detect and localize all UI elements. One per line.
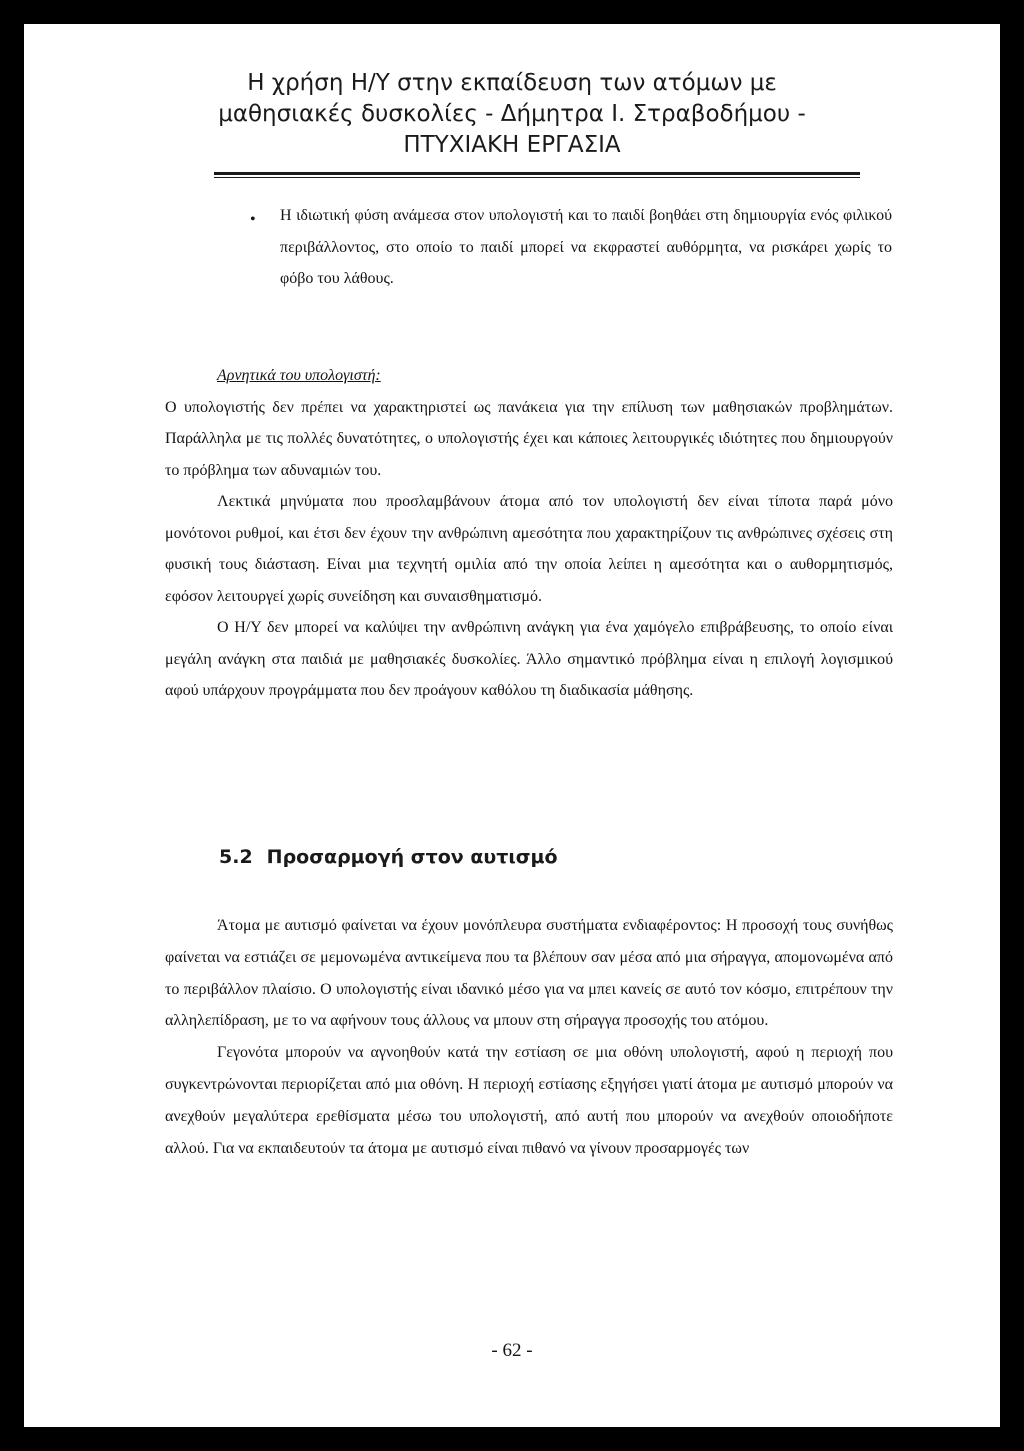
page-number: - 62 - bbox=[491, 1340, 533, 1361]
header-line-1: Η χρήση Η/Υ στην εκπαίδευση των ατόμων με bbox=[247, 70, 777, 96]
negatives-section bbox=[165, 360, 893, 707]
section-heading bbox=[219, 846, 558, 868]
header-line-3: ΠΤΥΧΙΑΚΗ ΕΡΓΑΣΙΑ bbox=[403, 132, 621, 158]
negatives-paragraph-1: Ο υπολογιστής δεν πρέπει να χαρακτηριστεί ως πανάκεια για την επίλυση των μαθησιακών προβλημάτων. Παράλληλα με τις πολλές δυνατότητες, ο υπολογιστής έχει και κάποιες λειτουργικές ιδιότητες που δημιουργούν το πρόβλημα των αδυναμιών του. bbox=[165, 398, 893, 479]
document-page bbox=[24, 24, 1000, 1427]
header-rule-thick bbox=[214, 172, 860, 175]
bullet-item-text: Η ιδιωτική φύση ανάμεσα στον υπολογιστή και το παιδί βοηθάει στη δημιουργία ενός φιλικού περιβάλλοντος, στο οποίο το παιδί μπορεί να εκφραστεί αυθόρμητα, να ρισκάρει χωρίς το φόβο του λάθους. bbox=[280, 207, 892, 287]
bullet-icon: • bbox=[250, 211, 256, 228]
section-title: Προσαρμογή στον αυτισμό bbox=[266, 846, 558, 868]
running-header bbox=[24, 68, 1000, 161]
negatives-heading: Αρνητικά του υπολογιστή: bbox=[217, 367, 381, 384]
autism-section bbox=[165, 910, 893, 1164]
section-number: 5.2 bbox=[219, 846, 253, 868]
negatives-paragraph-2: Λεκτικά μηνύματα που προσλαμβάνουν άτομα από τον υπολογιστή δεν είναι τίποτα παρά μόνο μονότονοι ρυθμοί, και έτσι δεν έχουν την ανθρώπινη αμεσότητα που χαρακτηρίζουν τις ανθρώπινες σχέσεις στη φυσική τους διάσταση. Είναι μια τεχνητή ομιλία από την οποία λείπει η αμεσότητα και ο αυθορμητισμός, εφόσον λειτουργεί χωρίς συνείδηση και συναισθηματισμό. bbox=[165, 493, 893, 605]
header-line-2: μαθησιακές δυσκολίες - Δήμητρα Ι. Στραβοδήμου - bbox=[218, 101, 806, 127]
autism-paragraph-2: Γεγονότα μπορούν να αγνοηθούν κατά την εστίαση σε μια οθόνη υπολογιστή, αφού η περιοχή που συγκεντρώνονται περιορίζεται από μια οθόνη. Η περιοχή εστίασης εξηγήσει γιατί άτομα με αυτισμό μπορούν να ανεχθούν μεγαλύτερα ερεθίσματα μέσω του υπολογιστή, από αυτή που μπορούν να ανεχθούν οποιοδήποτε αλλού. Για να εκπαιδευτούν τα άτομα με αυτισμό είναι πιθανό να γίνουν προσαρμογές των bbox=[165, 1044, 893, 1157]
negatives-paragraph-3: Ο Η/Υ δεν μπορεί να καλύψει την ανθρώπινη ανάγκη για ένα χαμόγελο επιβράβευσης, το οποίο είναι μεγάλη ανάγκη στα παιδιά με μαθησιακές δυσκολίες. Άλλο σημαντικό πρόβλημα είναι η επιλογή λογισμικού αφού υπάρχουν προγράμματα που δεν προάγουν καθόλου τη διαδικασία μάθησης. bbox=[165, 619, 893, 699]
autism-paragraph-1: Άτομα με αυτισμό φαίνεται να έχουν μονόπλευρα συστήματα ενδιαφέροντος: Η προσοχή τους συνήθως φαίνεται να εστιάζει σε μεμονωμένα αντικείμενα που τα βλέπουν σαν μέσα από μια σήραγγα, απομονωμένα από το περιβάλλον πλαίσιο. Ο υπολογιστής είναι ιδανικό μέσο για να μπει κανείς σε αυτό τον κόσμο, επιτρέπουν την αλληλεπίδραση, με το να αφήνουν τους άλλους να μπουν στη σήραγγα προσοχής του ατόμου. bbox=[165, 917, 893, 1030]
header-rule-thin bbox=[214, 177, 860, 178]
